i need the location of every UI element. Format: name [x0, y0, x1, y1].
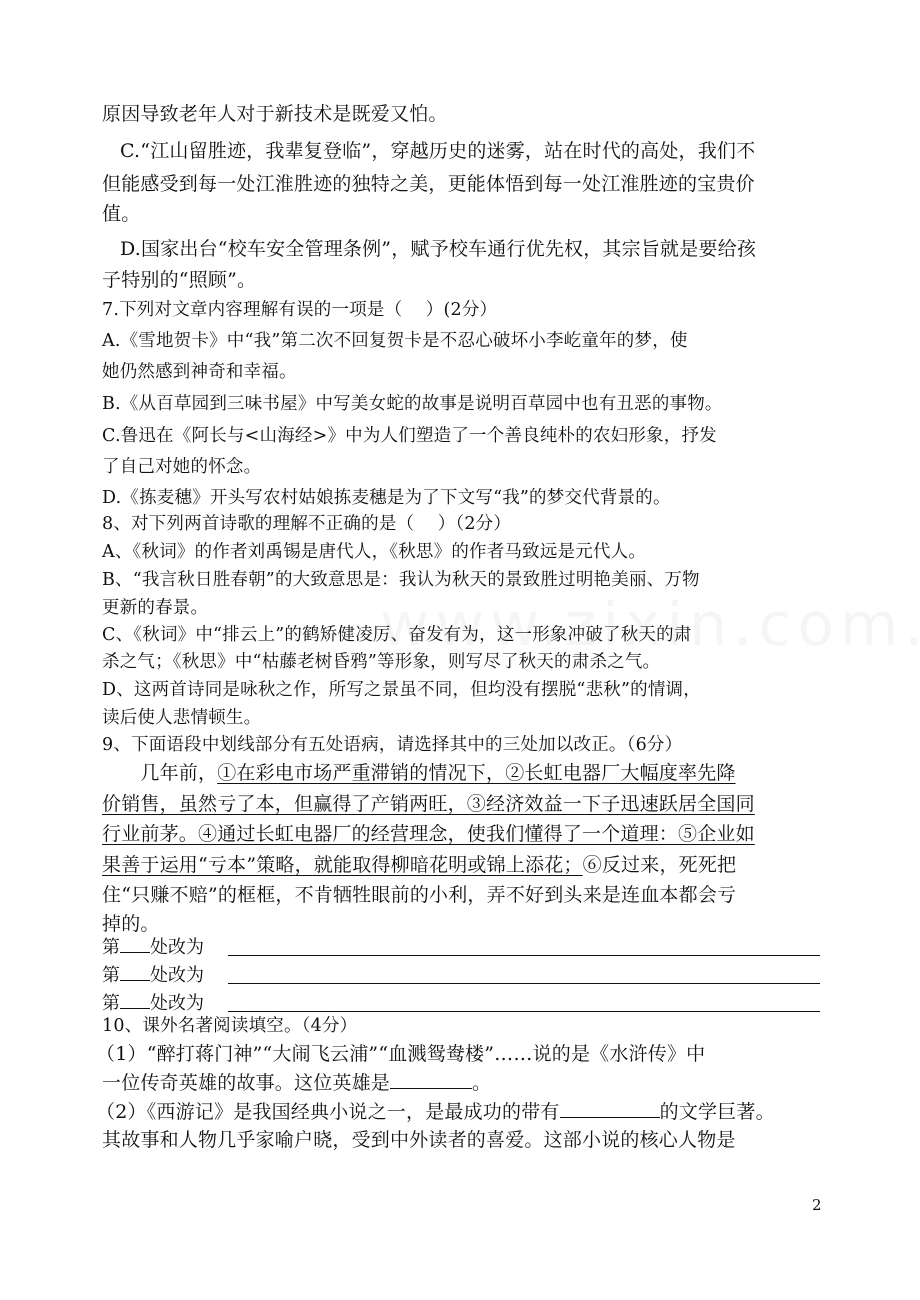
q10-part-2-line-2: 其故事和人物几乎家喻户晓，受到中外读者的喜爱。这部小说的核心人物是	[102, 1129, 736, 1151]
q8-option-c-2: 杀之气；《秋思》中“枯藤老树昏鸦”等形象，则写尽了秋天的肃杀之气。	[102, 652, 661, 672]
passage-line-3	[102, 820, 822, 848]
option-d-line-2: 子特别的“照顾”。	[102, 269, 257, 291]
option-c-line-3: 值。	[102, 203, 141, 225]
page-number: 2	[812, 1196, 822, 1214]
answer-prefix: 第	[102, 993, 120, 1014]
text-line: 原因导致老年人对于新技术是既爱又怕。	[102, 103, 448, 125]
passage-line-1	[102, 759, 822, 787]
answer-row-1[interactable]	[102, 932, 820, 962]
q8-option-b-1: B、“我言秋日胜春朝”的大致意思是：我认为秋天的景致胜过明艳美丽、万物	[102, 570, 700, 590]
question-9-stem: 9、下面语段中划线部分有五处语病，请选择其中的三处加以改正。（6分）	[102, 735, 683, 755]
q8-option-d-1: D、这两首诗同是咏秋之作，所写之景虽不同，但均没有摆脱“悲秋”的情调，	[102, 680, 701, 700]
underlined-text: 价销售，虽然亏了本，但赢得了产销两旺，③经济效益一下子迅速跃居全国同	[102, 793, 755, 815]
passage-text: 几年前，	[102, 762, 218, 784]
answer-prefix: 第	[102, 937, 120, 958]
q8-option-b-2: 更新的春景。	[102, 598, 209, 618]
answer-number-blank[interactable]	[120, 988, 150, 1009]
answer-line[interactable]	[228, 955, 820, 956]
q7-option-c-1: C.鲁迅在《阿长与<山海经>》中为人们塑造了一个善良纯朴的农妇形象，抒发	[102, 426, 717, 446]
answer-line[interactable]	[228, 983, 820, 984]
answer-prefix: 第	[102, 965, 120, 986]
q10-part-1-text: 一位传奇英雄的故事。这位英雄是	[102, 1072, 391, 1094]
q7-option-a-2: 她仍然感到神奇和幸福。	[102, 362, 297, 382]
passage-line-4	[102, 851, 822, 879]
q10-part-1-end: 。	[472, 1072, 492, 1094]
answer-row-2[interactable]	[102, 960, 820, 990]
option-c-line-2: 但能感受到每一处江淮胜迹的独特之美，更能体悟到每一处江淮胜迹的宝贵价	[102, 173, 755, 195]
q7-option-d: D.《拣麦穗》开头写农村姑娘拣麦穗是为了下文写“我”的梦交代背景的。	[102, 488, 671, 508]
option-c-line-1: C.“江山留胜迹，我辈复登临”，穿越历史的迷雾，站在时代的高处，我们不	[120, 140, 756, 162]
option-d-line-1: D.国家出台“校车安全管理条例”，赋予校车通行优先权，其宗旨就是要给孩	[120, 238, 757, 260]
q10-part-1-line-1: （1）“醉打蒋门神”“大闹飞云浦”“血溅鸳鸯楼”……说的是《水浒传》中	[96, 1043, 706, 1065]
q8-option-a: A、《秋词》的作者刘禹锡是唐代人，《秋思》的作者马致远是元代人。	[102, 542, 647, 562]
answer-label: 处改为	[150, 993, 204, 1014]
hero-name-blank[interactable]	[390, 1068, 472, 1089]
underlined-text: 果善于运用“亏本”策略，就能取得柳暗花明或锦上添花；	[102, 854, 583, 876]
q7-option-c-2: 了自己对她的怀念。	[102, 457, 262, 477]
genre-blank[interactable]	[560, 1097, 660, 1118]
q10-part-2-line-1	[96, 1097, 816, 1126]
passage-line-5: 住“只赚不赔”的框框，不肯牺牲眼前的小利，弄不好到头来是连血本都会亏	[102, 884, 737, 906]
q8-option-d-2: 读后使人悲情顿生。	[102, 708, 262, 728]
q8-option-c-1: C、《秋词》中“排云上”的鹤矫健凌厉、奋发有为，这一形象冲破了秋天的肃	[102, 625, 692, 645]
passage-text: ⑥反过来，死死把	[582, 854, 737, 876]
q10-part-2-text: （2）《西游记》是我国经典小说之一，是最成功的带有	[96, 1101, 560, 1123]
answer-label: 处改为	[150, 965, 204, 986]
answer-number-blank[interactable]	[120, 960, 150, 981]
q7-option-a-1: A.《雪地贺卡》中“我”第二次不回复贺卡是不忍心破坏小李屹童年的梦，使	[102, 331, 688, 351]
answer-number-blank[interactable]	[120, 932, 150, 953]
underlined-text: 行业前茅。④通过长虹电器厂的经营理念，使我们懂得了一个道理：⑤企业如	[102, 823, 755, 845]
q10-part-2-end: 的文学巨著。	[659, 1101, 775, 1123]
question-10-stem: 10、课外名著阅读填空。（4分）	[102, 1016, 358, 1036]
passage-line-6: 掉的。	[102, 913, 160, 935]
question-7-stem: 7.下列对文章内容理解有误的一项是（ ）(2分）	[102, 300, 498, 320]
question-8-stem: 8、对下列两首诗歌的理解不正确的是（ ）（2分）	[102, 514, 512, 534]
q7-option-b: B.《从百草园到三味书屋》中写美女蛇的故事是说明百草园中也有丑恶的事物。	[102, 394, 723, 414]
q10-part-1-line-2	[102, 1068, 822, 1097]
answer-label: 处改为	[150, 937, 204, 958]
underlined-text: ①在彩电市场严重滞销的情况下，②长虹电器厂大幅度率先降	[217, 762, 736, 784]
passage-line-2	[102, 790, 822, 818]
